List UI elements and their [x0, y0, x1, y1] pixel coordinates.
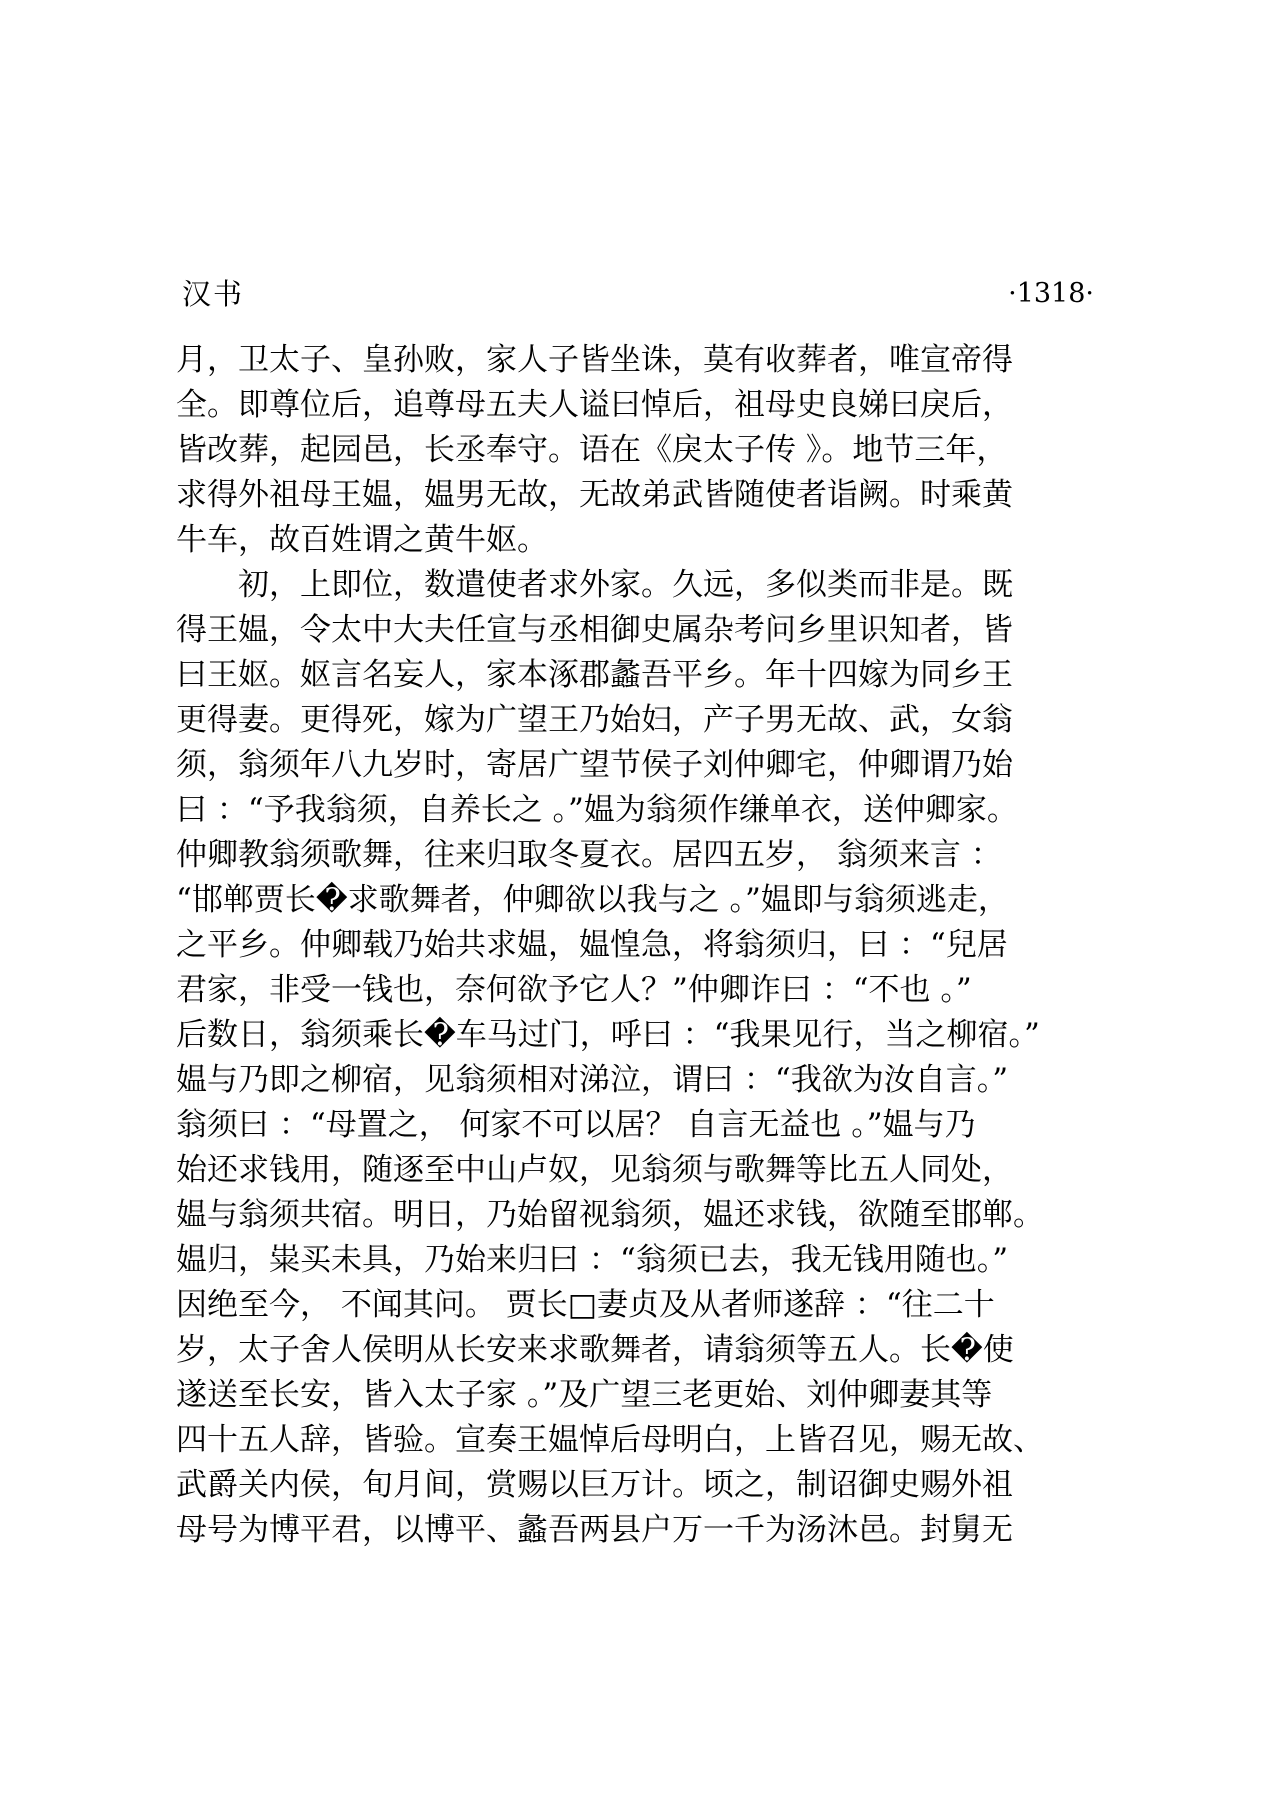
text-line: 媪与翁须共宿。明日，乃始留视翁须，媪还求钱，欲随至邯郸。 — [176, 1197, 1044, 1233]
text-line: 曰 ：“予我翁须，自养长之 。”媪为翁须作缣单衣，送仲卿家。 — [176, 792, 1018, 828]
text-line: 因绝至今， 不闻其问。 贾长□妻贞及从者师遂辞 ：“往二十 — [176, 1287, 995, 1323]
text-line: 曰王妪。妪言名妄人，家本涿郡蠡吾平乡。年十四嫁为同乡王 — [176, 657, 1013, 693]
text-line: 岁，太子舍人侯明从长安来求歌舞者，请翁须等五人。长�使 — [176, 1332, 1014, 1368]
text-line: 母号为博平君，以博平、蠡吾两县户万一千为汤沐邑。封舅无 — [176, 1512, 1013, 1548]
text-line: 牛车，故百姓谓之黄牛妪。 — [176, 522, 548, 558]
text-line: 仲卿教翁须歌舞，往来归取冬夏衣。居四五岁， 翁须来言 ： — [176, 837, 1002, 873]
text-line: 后数日，翁须乘长�车马过门，呼曰 ：“我果见行，当之柳宿。” — [176, 1017, 1040, 1053]
text-line: 遂送至长安，皆入太子家 。”及广望三老更始、刘仲卿妻其等 — [176, 1377, 993, 1413]
text-line: 武爵关内侯，旬月间，赏赐以巨万计。顷之，制诏御史赐外祖 — [176, 1467, 1013, 1503]
text-line: 须，翁须年八九岁时，寄居广望节侯子刘仲卿宅，仲卿谓乃始 — [176, 747, 1013, 783]
text-line: 翁须曰 ：“母置之， 何家不可以居？ 自言无益也 。”媪与乃 — [176, 1107, 976, 1143]
text-line: 全。即尊位后，追尊母五夫人谥曰悼后，祖母史良娣曰戾后， — [176, 387, 1013, 423]
text-line: 始还求钱用，随逐至中山卢奴，见翁须与歌舞等比五人同处， — [176, 1152, 1013, 1188]
text-line: 君家，非受一钱也，奈何欲予它人？”仲卿诈曰 ：“不也 。” — [176, 972, 972, 1008]
text-line: 皆改葬，起园邑，长丞奉守。语在《戾太子传 》。地节三年， — [176, 432, 1008, 468]
paragraph-start-line: 初，上即位，数遣使者求外家。久远，多似类而非是。既 — [238, 567, 1013, 603]
book-title: 汉书 — [182, 277, 245, 311]
text-line: 月，卫太子、皇孙败，家人子皆坐诛，莫有收葬者，唯宣帝得 — [176, 342, 1013, 378]
page-number: ·1318· — [1008, 278, 1094, 309]
text-line: 媪与乃即之柳宿，见翁须相对涕泣，谓曰 ：“我欲为汝自言。” — [176, 1062, 1009, 1098]
text-line: 四十五人辞，皆验。宣奏王媪悼后母明白，上皆召见，赐无故、 — [176, 1422, 1044, 1458]
text-line: “邯郸贾长�求歌舞者，仲卿欲以我与之 。”媪即与翁须逃走， — [176, 882, 1009, 918]
text-line: 更得妻。更得死，嫁为广望王乃始妇，产子男无故、武，女翁 — [176, 702, 1013, 738]
text-line: 媪归，粜买未具，乃始来归曰 ：“翁须已去，我无钱用随也。” — [176, 1242, 1009, 1278]
text-line: 之平乡。仲卿载乃始共求媪，媪惶急，将翁须归，曰 ：“兒居 — [176, 927, 1008, 963]
body-text — [176, 338, 1116, 1553]
text-line: 得王媪，令太中大夫任宣与丞相御史属杂考问乡里识知者，皆 — [176, 612, 1013, 648]
page-header — [182, 272, 1094, 316]
text-line: 求得外祖母王媪，媪男无故，无故弟武皆随使者诣阙。时乘黄 — [176, 477, 1013, 513]
